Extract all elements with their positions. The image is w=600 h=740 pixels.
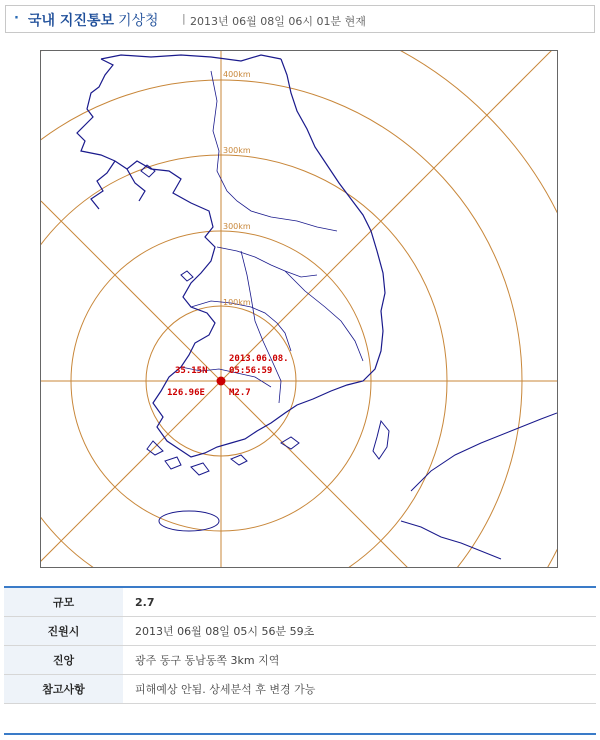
label-magnitude: 규모 (4, 587, 123, 617)
ring-300km (41, 80, 522, 567)
ring-400km (41, 51, 557, 567)
map-svg (41, 51, 557, 567)
bullet-icon: · (14, 11, 19, 26)
japan-coast-1 (411, 413, 557, 491)
quake-info-table (4, 586, 596, 704)
value-remarks: 피해예상 안됨. 상세분석 후 변경 가능 (123, 675, 596, 704)
distance-rings (41, 51, 557, 567)
label-origin-time: 진원시 (4, 617, 123, 646)
ring-label-300-inner: 300km (223, 222, 251, 231)
table-row (4, 617, 596, 646)
epicenter-map (40, 50, 558, 568)
epicenter-lon-label: 126.96E (167, 388, 205, 398)
west-inlet-2 (127, 169, 145, 201)
epicenter-mag-label: M2.7 (229, 388, 251, 398)
border-5 (285, 271, 363, 361)
value-epicenter: 광주 동구 동남동쪽 3km 지역 (123, 646, 596, 675)
label-remarks: 참고사항 (4, 675, 123, 704)
diagonal-line-1 (41, 201, 557, 567)
tsushima-island (373, 421, 389, 459)
ring-label-100: 100km (223, 298, 251, 307)
epicenter-time-label: 05:56:59 (229, 366, 273, 376)
header-separator: | (182, 12, 186, 25)
table-row (4, 646, 596, 675)
table-row (4, 587, 596, 617)
epicenter-marker (217, 377, 225, 385)
west-inlet-1 (91, 161, 115, 209)
border-2 (217, 247, 317, 277)
value-magnitude: 2.7 (123, 587, 596, 617)
s-island-1 (231, 455, 247, 465)
report-time: 2013년 06월 08일 06시 01분 현재 (190, 15, 366, 28)
table-row (4, 675, 596, 704)
epicenter-date-label: 2013.06.08. (229, 354, 289, 364)
w-island-2 (181, 271, 193, 281)
north-coast (101, 55, 281, 61)
page-title: 국내 지진통보 (28, 13, 115, 29)
islands (141, 165, 557, 559)
sw-island-3 (191, 463, 209, 475)
agency-name: 기상청 (118, 13, 159, 29)
ring-label-400: 400km (223, 70, 251, 79)
grid-lines (41, 51, 557, 567)
bottom-divider (4, 733, 596, 735)
sw-island-2 (165, 457, 181, 469)
label-epicenter: 진앙 (4, 646, 123, 675)
header-bar (5, 5, 595, 33)
japan-coast-2 (401, 521, 501, 559)
value-origin-time: 2013년 06월 08일 05시 56분 59초 (123, 617, 596, 646)
diagonal-line-2 (41, 51, 557, 567)
epicenter-lat-label: 35.15N (175, 366, 208, 376)
ring-label-300-outer: 300km (223, 146, 251, 155)
